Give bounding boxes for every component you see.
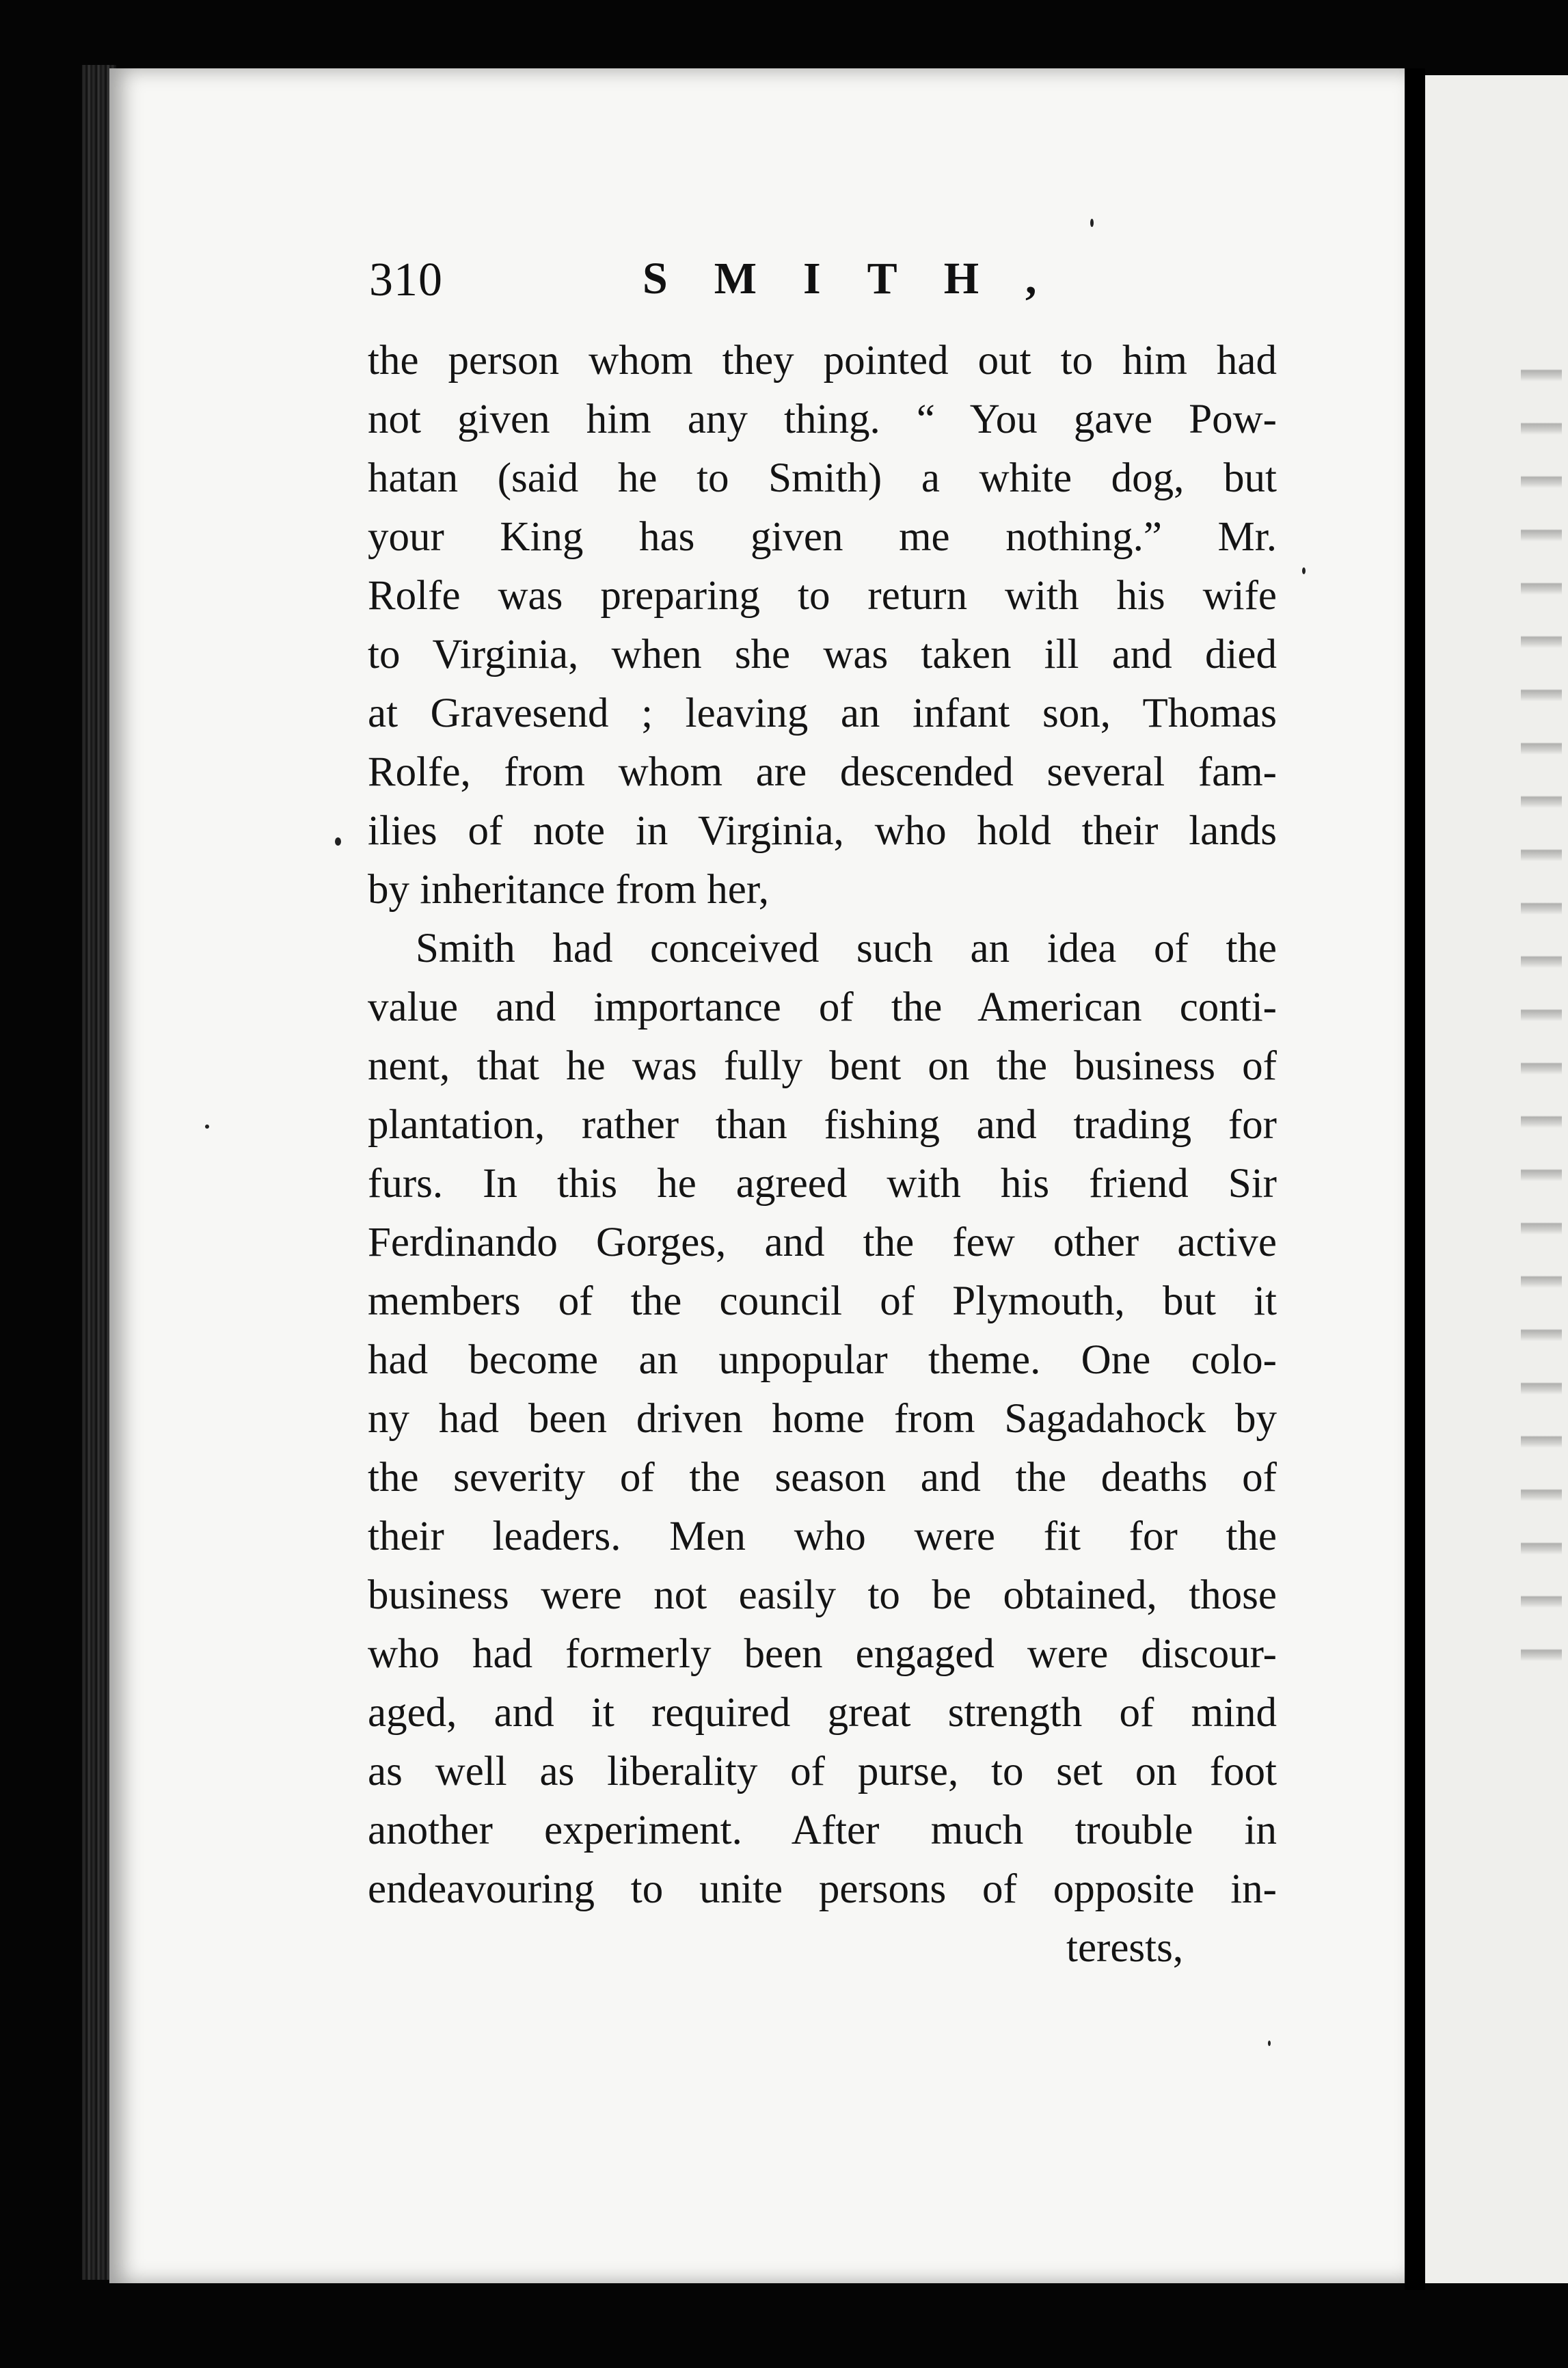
text-line: the severity of the season and the deaths of: [368, 1455, 1277, 1501]
text-line: value and importance of the American conti-: [368, 984, 1277, 1030]
text-line: nent, that he was fully bent on the business of: [368, 1043, 1277, 1089]
scan-speck: [205, 1125, 209, 1129]
text-line: ny had been driven home from Sagadahock by: [368, 1396, 1277, 1442]
catchword: terests,: [1066, 1925, 1184, 1971]
scan-speck: [1302, 567, 1306, 574]
running-head: SMITH,: [643, 254, 1083, 304]
text-line: your King has given me nothing.” Mr.: [368, 514, 1277, 560]
text-line: the person whom they pointed out to him had: [368, 338, 1277, 384]
text-line: hatan (said he to Smith) a white dog, but: [368, 455, 1277, 501]
text-line: furs. In this he agreed with his friend Sir: [368, 1161, 1277, 1207]
text-line: had become an unpopular theme. One colo-: [368, 1337, 1277, 1383]
page-gutter: [1405, 68, 1425, 2290]
body-text: [368, 332, 1277, 1919]
text-line: endeavouring to unite persons of opposite in-: [368, 1866, 1277, 1912]
text-line: their leaders. Men who were fit for the: [368, 1513, 1277, 1559]
scan-speck: [1268, 2041, 1271, 2046]
page-header: [369, 253, 1285, 314]
text-line: not given him any thing. “ You gave Pow-: [368, 396, 1277, 442]
text-line: Smith had conceived such an idea of the: [416, 926, 1277, 971]
text-line: who had formerly been engaged were discour-: [368, 1631, 1277, 1677]
text-line: as well as liberality of purse, to set on foot: [368, 1749, 1277, 1794]
scan-speck: [335, 837, 341, 846]
scan-speck: [1090, 219, 1094, 227]
text-line: at Gravesend ; leaving an infant son, Thomas: [368, 690, 1277, 736]
text-line: plantation, rather than fishing and trading for: [368, 1102, 1277, 1148]
text-line: by inheritance from her,: [368, 867, 769, 913]
page-number: 310: [369, 254, 443, 306]
text-line: business were not easily to be obtained, those: [368, 1572, 1277, 1618]
text-line: Rolfe, from whom are descended several fam-: [368, 749, 1277, 795]
text-line: another experiment. After much trouble in: [368, 1807, 1277, 1853]
text-line: Ferdinando Gorges, and the few other active: [368, 1220, 1277, 1265]
text-line: members of the council of Plymouth, but it: [368, 1278, 1277, 1324]
facing-page-bleed-through: [1521, 328, 1562, 1695]
text-line: Rolfe was preparing to return with his wife: [368, 573, 1277, 619]
text-line: to Virginia, when she was taken ill and died: [368, 632, 1277, 677]
text-line: aged, and it required great strength of mind: [368, 1690, 1277, 1736]
text-line: ilies of note in Virginia, who hold their lands: [368, 808, 1277, 854]
